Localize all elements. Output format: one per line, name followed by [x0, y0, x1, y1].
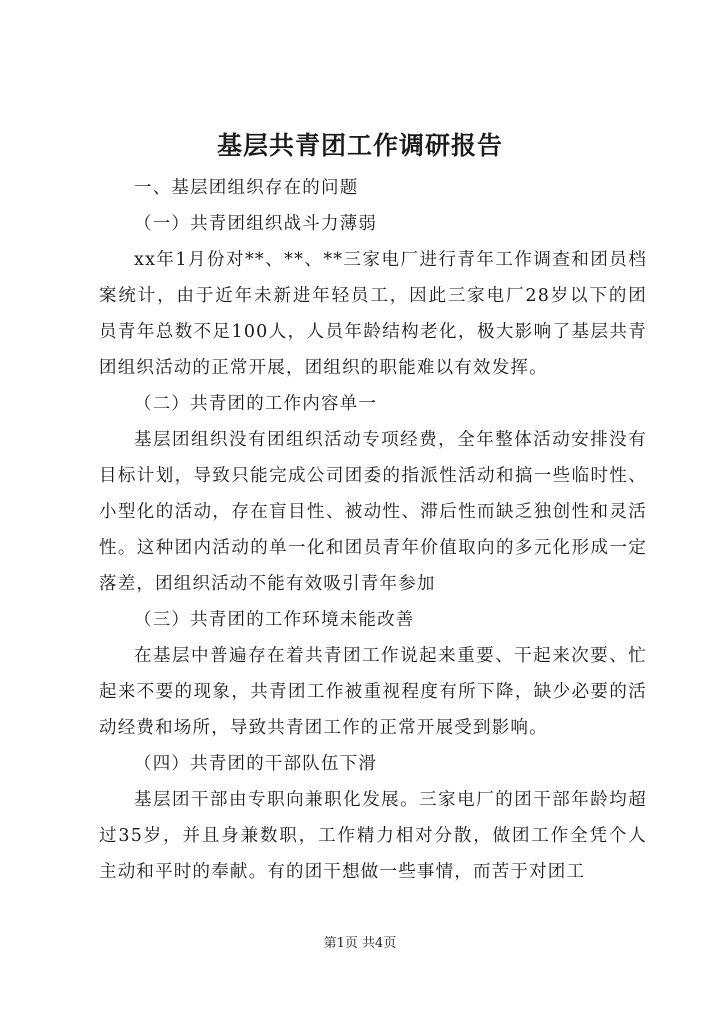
section-heading: 一、基层团组织存在的问题	[134, 178, 359, 198]
body-paragraph: xx年1月份对**、**、**三家电厂进行青年工作调查和团员档案统计，由于近年未新进年轻员工，因此三家电厂28岁以下的团员青年总数不足100人，人员年龄结构老化，极大影响了基层共青团组织活动的正常开展，团组织的职能难以有效发挥。	[99, 250, 647, 378]
page-number-footer: 第1页 共4页	[323, 936, 397, 951]
subsection-heading: （四）共青团的干部队伍下滑	[134, 754, 378, 774]
subsection-heading: （三）共青团的工作环境未能改善	[134, 610, 415, 630]
document-body	[99, 170, 647, 890]
subsection-heading: （二）共青团的工作内容单一	[134, 394, 378, 414]
body-paragraph: 基层团干部由专职向兼职化发展。三家电厂的团干部年龄均超过35岁，并且身兼数职，工作精力相对分散，做团工作全凭个人主动和平时的奉献。有的团干想做一些事情，而苦于对团工	[99, 790, 647, 882]
body-paragraph: 在基层中普遍存在着共青团工作说起来重要、干起来次要、忙起来不要的现象，共青团工作被重视程度有所下降，缺少必要的活动经费和场所，导致共青团工作的正常开展受到影响。	[99, 646, 647, 738]
body-paragraph: 基层团组织没有团组织活动专项经费，全年整体活动安排没有目标计划，导致只能完成公司团委的指派性活动和搞一些临时性、小型化的活动，存在盲目性、被动性、滞后性而缺乏独创性和灵活性。这种团内活动的单一化和团员青年价值取向的多元化形成一定落差，团组织活动不能有效吸引青年参加	[99, 430, 647, 594]
subsection-heading: （一）共青团组织战斗力薄弱	[134, 214, 378, 234]
document-title: 基层共青团工作调研报告	[216, 131, 503, 160]
